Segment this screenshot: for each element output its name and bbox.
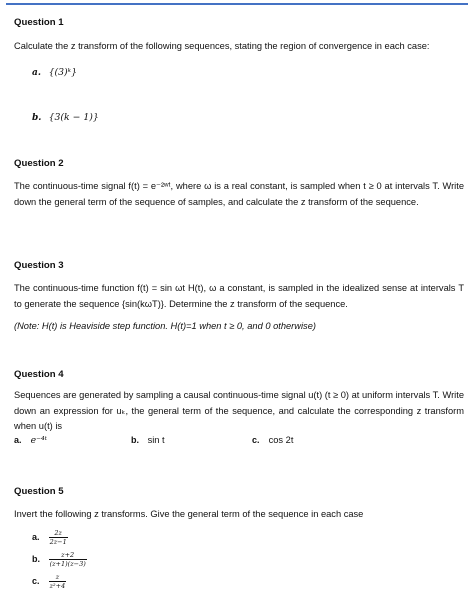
question-1-text: Calculate the z transform of the following sequences, stating the region of convergence in each case: [14, 41, 430, 51]
question-5-item-b [32, 551, 87, 568]
question-4-option-b [131, 435, 165, 445]
fraction-denominator: 2z−1 [49, 538, 67, 546]
option-label: c. [252, 435, 260, 445]
item-label: c. [32, 575, 40, 586]
item-label: b. [32, 553, 40, 564]
fraction-numerator: 2z [49, 529, 68, 538]
fraction [49, 529, 68, 546]
question-1-part-b [32, 112, 99, 123]
fraction [49, 573, 67, 590]
part-expression: {(3)ᵏ} [48, 67, 77, 78]
question-1-part-a [32, 67, 77, 78]
question-5-text: Invert the following z transforms. Give the general term of the sequence in each case [14, 509, 364, 519]
question-3-text: The continuous-time function f(t) = sin ωt H(t), ω a constant, is sampled in the idealized sense at intervals T to generate the sequence {sin(kωT)}. Determine the z transform of the sequence. [14, 283, 464, 309]
question-5-item-c [32, 573, 66, 590]
option-expression: cos 2t [268, 435, 294, 445]
question-5-heading: Question 5 [14, 486, 64, 497]
top-rule [6, 3, 468, 5]
question-3-note: (Note: H(t) is Heaviside step function. H(t)=1 when t ≥ 0, and 0 otherwise) [14, 321, 316, 331]
question-4-option-a [14, 435, 47, 446]
part-label: b. [32, 113, 42, 123]
part-expression: {3(k − 1)} [48, 112, 99, 123]
option-expression: e⁻⁴ᵗ [30, 435, 48, 446]
question-2-text: The continuous-time signal f(t) = e⁻²ʷᵗ, where ω is a real constant, is sampled when t ≥ 0 at intervals T. Write down the general term of the sequence of samples, and calculate the z transform of the sequence. [14, 181, 464, 207]
fraction-numerator: z+2 [49, 551, 87, 560]
fraction [49, 551, 87, 568]
fraction-denominator: (z+1)(z−3) [49, 560, 86, 568]
question-4-text: Sequences are generated by sampling a causal continuous-time signal u(t) (t ≥ 0) at uniform intervals T. Write down an expression for uₖ, the general term of the sequence, and calculate the corresponding z transform when u(t) is [14, 390, 464, 431]
question-3-heading: Question 3 [14, 260, 64, 271]
question-1-heading: Question 1 [14, 17, 64, 28]
question-4-option-c [252, 435, 293, 445]
fraction-numerator: z [49, 573, 67, 582]
item-label: a. [32, 531, 40, 542]
question-4-heading: Question 4 [14, 369, 64, 380]
option-expression: sin t [147, 435, 165, 445]
option-label: a. [14, 435, 22, 445]
question-5-item-a [32, 529, 68, 546]
option-label: b. [131, 435, 139, 445]
part-label: a. [32, 68, 41, 78]
question-2-heading: Question 2 [14, 158, 64, 169]
fraction-denominator: z²+4 [49, 582, 66, 590]
